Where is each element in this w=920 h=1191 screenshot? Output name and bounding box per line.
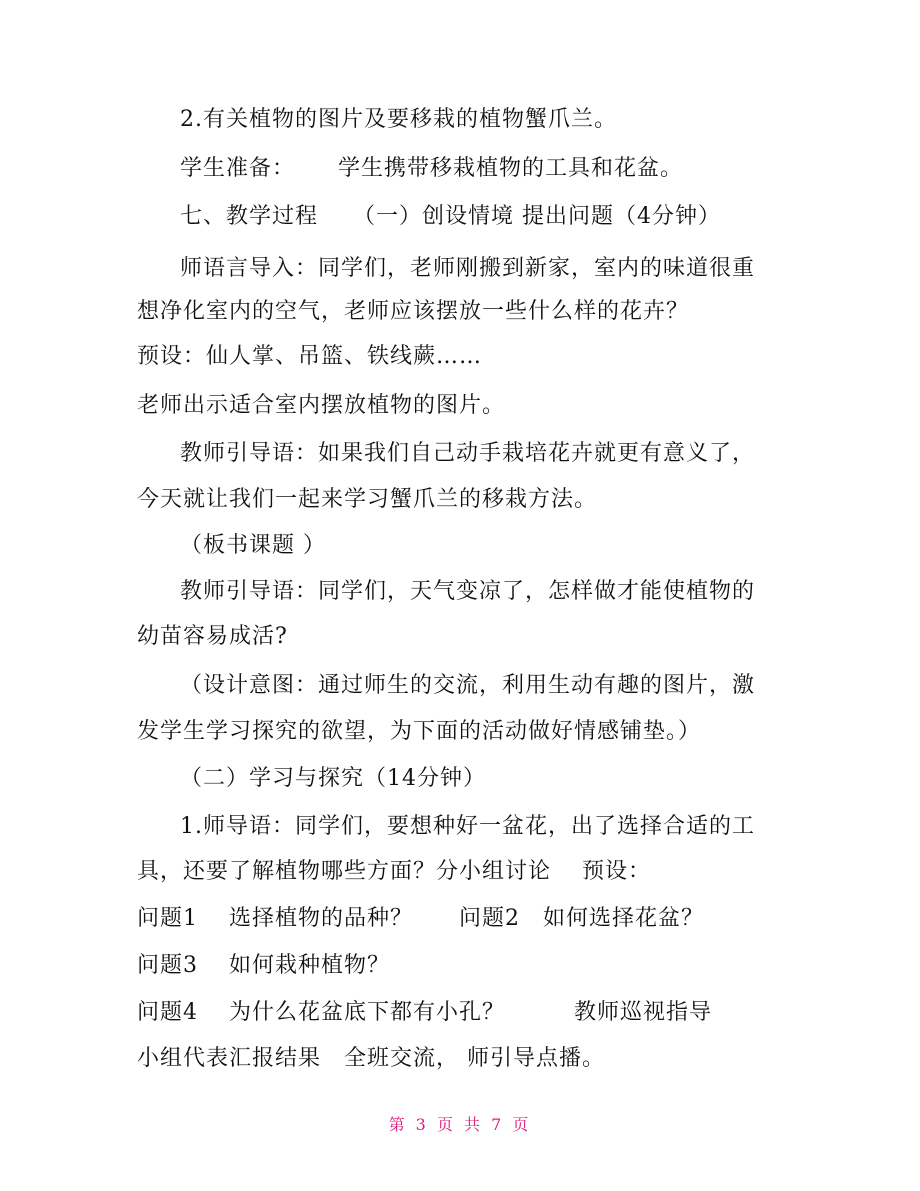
text-line: 问题4 为什么花盆底下都有小孔？ 教师巡视指导 bbox=[137, 1000, 712, 1025]
text-line: 幼苗容易成活? bbox=[137, 624, 288, 649]
text-line: 教师引导语：同学们，天气变凉了，怎样做才能使植物的 bbox=[180, 579, 756, 604]
text-line: （板书课题 ） bbox=[180, 533, 326, 558]
text-line: 问题3 如何栽种植物？ bbox=[137, 953, 390, 978]
text-line: 小组代表汇报结果 全班交流， 师引导点播。 bbox=[137, 1046, 605, 1071]
text-line: 学生准备： 学生携带移栽植物的工具和花盆。 bbox=[180, 156, 683, 181]
text-line: 1.师导语：同学们，要想种好一盆花，出了选择合适的工 bbox=[180, 814, 755, 839]
text-line: （二）学习与探究（14分钟） bbox=[180, 766, 486, 791]
text-line: 问题1 选择植物的品种？ 问题2 如何选择花盆？ bbox=[137, 906, 704, 931]
text-line: 2.有关植物的图片及要移栽的植物蟹爪兰。 bbox=[180, 107, 617, 132]
text-line: 预设：仙人掌、吊篮、铁线蕨…… bbox=[137, 344, 483, 369]
page-number-footer: 第 3 页 共 7 页 bbox=[388, 1115, 532, 1134]
text-line: （设计意图：通过师生的交流，利用生动有趣的图片，激 bbox=[180, 673, 756, 698]
text-line: 师语言导入：同学们，老师刚搬到新家，室内的味道很重 bbox=[180, 256, 756, 281]
text-line: 具，还要了解植物哪些方面？分小组讨论 预设： bbox=[137, 859, 651, 884]
text-line: 七、教学过程 （一）创设情境 提出问题（4分钟） bbox=[180, 204, 721, 229]
text-line: 想净化室内的空气，老师应该摆放一些什么样的花卉？ bbox=[137, 299, 690, 324]
text-line: 发学生学习探究的欲望，为下面的活动做好情感铺垫。） bbox=[137, 719, 702, 744]
text-line: 今天就让我们一起来学习蟹爪兰的移栽方法。 bbox=[137, 487, 598, 512]
text-line: 教师引导语：如果我们自己动手栽培花卉就更有意义了， bbox=[180, 441, 756, 466]
text-line: 老师出示适合室内摆放植物的图片。 bbox=[137, 393, 506, 418]
